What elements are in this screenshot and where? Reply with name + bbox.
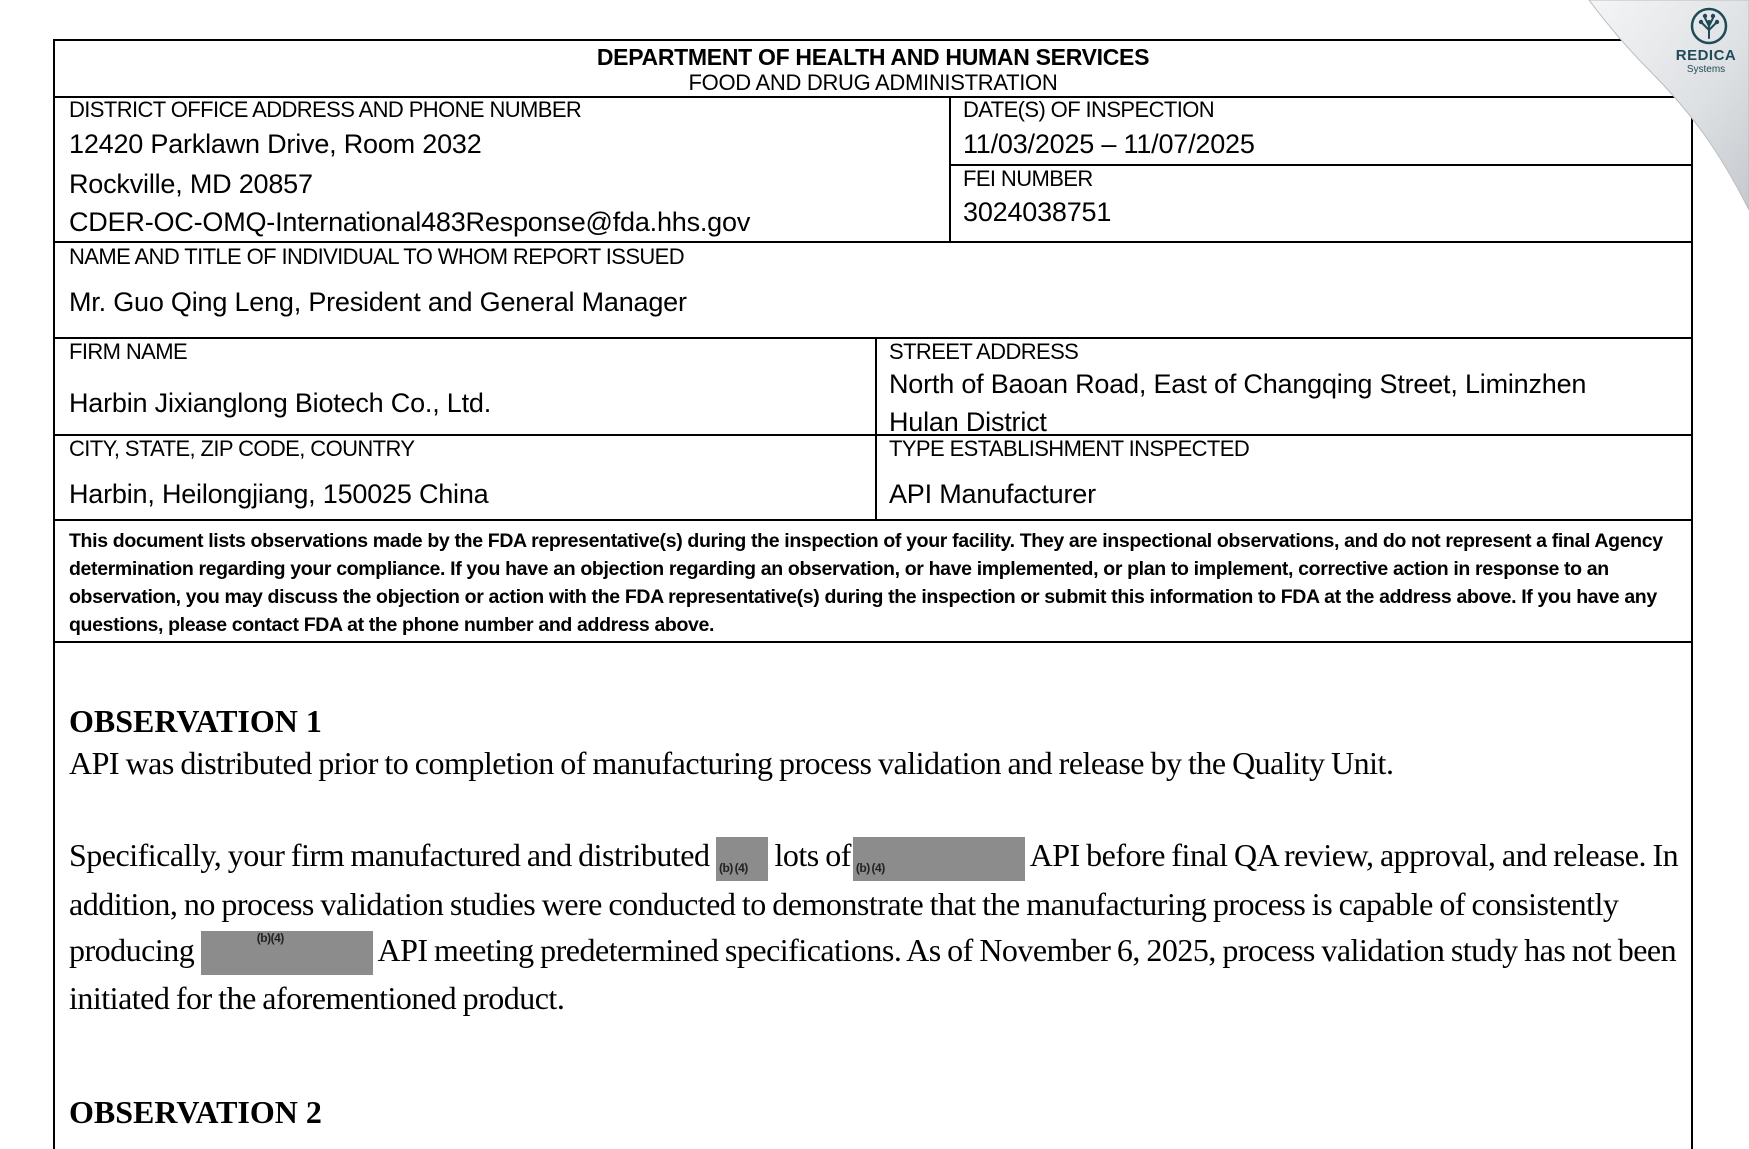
redaction-box xyxy=(853,837,1025,881)
street-address-line1: North of Baoan Road, East of Changqing Street, Liminzhen xyxy=(889,369,1587,399)
observation-1-details xyxy=(69,832,1689,1021)
inspection-dates-label: DATE(S) OF INSPECTION xyxy=(963,97,1215,122)
observation-2 xyxy=(69,1093,1689,1131)
observation-1-text-d: API meeting predetermined specifications. As of November 6, 2025, process validation study has not been initiated for the aforementioned product. xyxy=(69,931,1677,1017)
district-office-label: DISTRICT OFFICE ADDRESS AND PHONE NUMBER xyxy=(69,97,582,122)
logo-name: REDICA xyxy=(1675,47,1737,64)
observation-2-title: OBSERVATION 2 xyxy=(69,1094,322,1130)
agency-title: FOOD AND DRUG ADMINISTRATION xyxy=(688,70,1058,95)
divider xyxy=(55,641,1691,643)
observation-1-text-c: API before final QA review, approval, and release. In addition, no process validation studies were conducted to demonstrate that the manufacturing process is capable of consistently producing xyxy=(69,837,1679,968)
city-label: CITY, STATE, ZIP CODE, COUNTRY xyxy=(69,436,415,461)
observation-1-summary: API was distributed prior to completion of manufacturing process validation and release by the Quality Unit. xyxy=(69,745,1394,781)
recipient-value: Mr. Guo Qing Leng, President and General Manager xyxy=(69,287,687,317)
observation-1-title: OBSERVATION 1 xyxy=(69,703,322,739)
divider xyxy=(55,519,1691,521)
divider xyxy=(55,241,1691,243)
district-office-email: CDER-OC-OMQ-International483Response@fda.hhs.gov xyxy=(69,207,751,237)
redaction-box xyxy=(201,931,373,975)
divider xyxy=(949,97,951,242)
fei-number-label: FEI NUMBER xyxy=(963,166,1093,191)
redica-logo xyxy=(1673,48,1739,75)
establishment-type-label: TYPE ESTABLISHMENT INSPECTED xyxy=(889,436,1250,461)
form-header xyxy=(55,41,1691,97)
logo-sub: Systems xyxy=(1686,64,1726,75)
observation-1-text-b: lots of xyxy=(774,837,851,873)
city-value: Harbin, Heilongjiang, 150025 China xyxy=(69,479,489,509)
observation-1 xyxy=(69,702,1689,1021)
form-483 xyxy=(53,39,1693,1149)
district-office-line2: Rockville, MD 20857 xyxy=(69,169,313,199)
establishment-type-value: API Manufacturer xyxy=(889,479,1096,509)
firm-name-label: FIRM NAME xyxy=(69,339,188,364)
observation-1-text-a: Specifically, your firm manufactured and distributed xyxy=(69,837,710,873)
district-office-line1: 12420 Parklawn Drive, Room 2032 xyxy=(69,129,482,159)
department-title: DEPARTMENT OF HEALTH AND HUMAN SERVICES xyxy=(596,44,1150,70)
street-address-label: STREET ADDRESS xyxy=(889,339,1079,364)
street-address-line2: Hulan District xyxy=(889,407,1047,437)
disclaimer-text: This document lists observations made by the FDA representative(s) during the inspection of your facility. They are inspectional observations, and do not represent a final Agency determination regarding your compliance. If you have an objection regarding an observation, or have implemented, or plan to implement, corrective action in response to an observation, you may discuss the objection or action with the FDA representative(s) during the inspection or submit this information to FDA at the address above. If you have any questions, please contact FDA at the phone number and address above. xyxy=(69,530,1663,636)
fei-number-value: 3024038751 xyxy=(963,197,1112,227)
divider xyxy=(875,338,877,520)
firm-name-value: Harbin Jixianglong Biotech Co., Ltd. xyxy=(69,388,492,418)
page-curl-corner xyxy=(1549,0,1749,210)
recipient-label: NAME AND TITLE OF INDIVIDUAL TO WHOM REPORT ISSUED xyxy=(69,244,685,269)
redaction-label: (b)(4) xyxy=(256,931,284,946)
inspection-dates-value: 11/03/2025 – 11/07/2025 xyxy=(963,129,1255,159)
redaction-box xyxy=(716,837,768,881)
redaction-label: (b) (4) xyxy=(855,860,885,875)
divider xyxy=(55,337,1691,339)
redaction-label: (b) (4) xyxy=(718,860,748,875)
